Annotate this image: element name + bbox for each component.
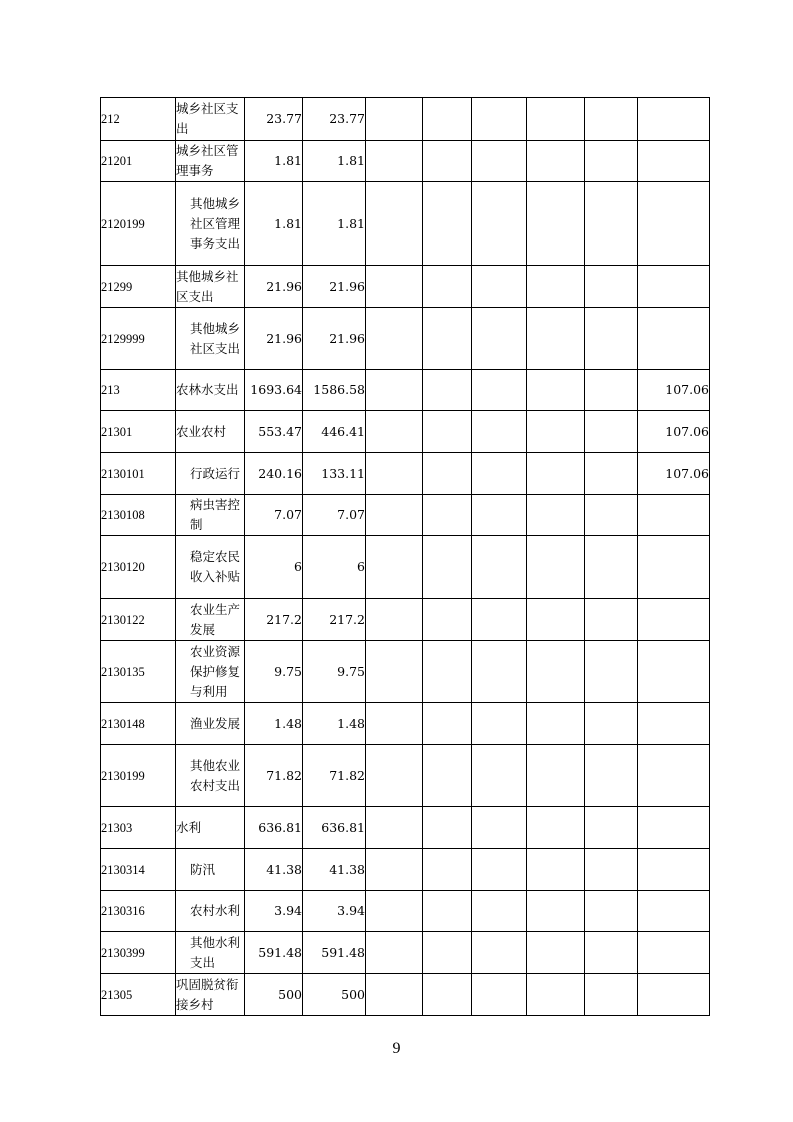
empty-cell xyxy=(527,599,585,641)
empty-cell xyxy=(423,182,472,266)
basic-amount: 41.38 xyxy=(303,849,366,891)
last-column-amount xyxy=(638,703,710,745)
total-amount: 636.81 xyxy=(245,807,303,849)
subject-name: 农业生产发展 xyxy=(176,599,245,641)
basic-amount: 23.77 xyxy=(303,98,366,141)
empty-cell xyxy=(527,536,585,599)
subject-code: 2130399 xyxy=(101,932,176,974)
table-row xyxy=(101,141,710,182)
subject-code: 2130101 xyxy=(101,453,176,495)
table-row xyxy=(101,370,710,411)
empty-cell xyxy=(585,807,638,849)
last-column-amount xyxy=(638,495,710,536)
basic-amount: 21.96 xyxy=(303,308,366,370)
subject-name: 农林水支出 xyxy=(176,370,245,411)
total-amount: 1693.64 xyxy=(245,370,303,411)
subject-code: 2130120 xyxy=(101,536,176,599)
empty-cell xyxy=(423,453,472,495)
total-amount: 9.75 xyxy=(245,641,303,703)
table-row xyxy=(101,453,710,495)
last-column-amount xyxy=(638,536,710,599)
basic-amount: 7.07 xyxy=(303,495,366,536)
empty-cell xyxy=(585,370,638,411)
last-column-amount: 107.06 xyxy=(638,411,710,453)
empty-cell xyxy=(366,849,423,891)
empty-cell xyxy=(472,98,527,141)
subject-name: 其他水利支出 xyxy=(176,932,245,974)
total-amount: 6 xyxy=(245,536,303,599)
subject-code: 212 xyxy=(101,98,176,141)
last-column-amount xyxy=(638,266,710,308)
subject-code: 21305 xyxy=(101,974,176,1016)
last-column-amount xyxy=(638,141,710,182)
subject-code: 2130316 xyxy=(101,891,176,932)
empty-cell xyxy=(585,141,638,182)
basic-amount: 217.2 xyxy=(303,599,366,641)
empty-cell xyxy=(366,495,423,536)
subject-code: 2130122 xyxy=(101,599,176,641)
empty-cell xyxy=(423,807,472,849)
empty-cell xyxy=(527,641,585,703)
empty-cell xyxy=(472,453,527,495)
empty-cell xyxy=(366,182,423,266)
subject-name: 其他城乡社区支出 xyxy=(176,308,245,370)
subject-name: 其他农业农村支出 xyxy=(176,745,245,807)
table-row xyxy=(101,266,710,308)
empty-cell xyxy=(472,849,527,891)
subject-name: 其他城乡社区管理事务支出 xyxy=(176,182,245,266)
empty-cell xyxy=(527,182,585,266)
basic-amount: 3.94 xyxy=(303,891,366,932)
subject-name: 城乡社区管理事务 xyxy=(176,141,245,182)
basic-amount: 1586.58 xyxy=(303,370,366,411)
total-amount: 591.48 xyxy=(245,932,303,974)
table-row xyxy=(101,745,710,807)
empty-cell xyxy=(472,411,527,453)
empty-cell xyxy=(585,182,638,266)
basic-amount: 1.48 xyxy=(303,703,366,745)
empty-cell xyxy=(527,453,585,495)
subject-name: 病虫害控制 xyxy=(176,495,245,536)
table-row xyxy=(101,599,710,641)
empty-cell xyxy=(423,308,472,370)
empty-cell xyxy=(472,495,527,536)
empty-cell xyxy=(472,370,527,411)
empty-cell xyxy=(472,536,527,599)
subject-name: 城乡社区支出 xyxy=(176,98,245,141)
last-column-amount xyxy=(638,98,710,141)
empty-cell xyxy=(423,891,472,932)
empty-cell xyxy=(423,641,472,703)
last-column-amount xyxy=(638,974,710,1016)
basic-amount: 133.11 xyxy=(303,453,366,495)
table-row xyxy=(101,308,710,370)
basic-amount: 6 xyxy=(303,536,366,599)
subject-name: 防汛 xyxy=(176,849,245,891)
empty-cell xyxy=(585,308,638,370)
last-column-amount: 107.06 xyxy=(638,370,710,411)
empty-cell xyxy=(366,411,423,453)
basic-amount: 500 xyxy=(303,974,366,1016)
empty-cell xyxy=(585,495,638,536)
empty-cell xyxy=(527,370,585,411)
empty-cell xyxy=(423,141,472,182)
empty-cell xyxy=(423,266,472,308)
table-row xyxy=(101,974,710,1016)
last-column-amount xyxy=(638,599,710,641)
subject-name: 农业资源保护修复与利用 xyxy=(176,641,245,703)
empty-cell xyxy=(423,745,472,807)
empty-cell xyxy=(585,98,638,141)
empty-cell xyxy=(423,98,472,141)
subject-code: 2130108 xyxy=(101,495,176,536)
empty-cell xyxy=(527,974,585,1016)
empty-cell xyxy=(585,974,638,1016)
subject-code: 2120199 xyxy=(101,182,176,266)
subject-name: 农业农村 xyxy=(176,411,245,453)
table-row xyxy=(101,807,710,849)
empty-cell xyxy=(472,308,527,370)
subject-name: 行政运行 xyxy=(176,453,245,495)
empty-cell xyxy=(527,703,585,745)
table-row xyxy=(101,849,710,891)
last-column-amount xyxy=(638,807,710,849)
empty-cell xyxy=(527,141,585,182)
empty-cell xyxy=(472,266,527,308)
empty-cell xyxy=(527,308,585,370)
total-amount: 1.81 xyxy=(245,141,303,182)
table-row xyxy=(101,495,710,536)
empty-cell xyxy=(423,536,472,599)
basic-amount: 591.48 xyxy=(303,932,366,974)
empty-cell xyxy=(527,745,585,807)
empty-cell xyxy=(472,141,527,182)
empty-cell xyxy=(585,536,638,599)
empty-cell xyxy=(472,891,527,932)
empty-cell xyxy=(423,932,472,974)
empty-cell xyxy=(366,703,423,745)
empty-cell xyxy=(527,891,585,932)
table-row xyxy=(101,536,710,599)
table-row xyxy=(101,182,710,266)
total-amount: 240.16 xyxy=(245,453,303,495)
empty-cell xyxy=(366,974,423,1016)
last-column-amount xyxy=(638,182,710,266)
empty-cell xyxy=(585,599,638,641)
basic-amount: 1.81 xyxy=(303,182,366,266)
last-column-amount xyxy=(638,932,710,974)
total-amount: 21.96 xyxy=(245,308,303,370)
last-column-amount xyxy=(638,308,710,370)
empty-cell xyxy=(366,807,423,849)
empty-cell xyxy=(585,932,638,974)
subject-code: 21303 xyxy=(101,807,176,849)
empty-cell xyxy=(585,891,638,932)
total-amount: 23.77 xyxy=(245,98,303,141)
empty-cell xyxy=(527,807,585,849)
empty-cell xyxy=(366,370,423,411)
subject-name: 农村水利 xyxy=(176,891,245,932)
empty-cell xyxy=(585,849,638,891)
empty-cell xyxy=(472,703,527,745)
subject-code: 2130199 xyxy=(101,745,176,807)
subject-code: 213 xyxy=(101,370,176,411)
empty-cell xyxy=(366,141,423,182)
budget-table xyxy=(100,97,710,1016)
empty-cell xyxy=(366,98,423,141)
last-column-amount xyxy=(638,849,710,891)
basic-amount: 636.81 xyxy=(303,807,366,849)
total-amount: 500 xyxy=(245,974,303,1016)
empty-cell xyxy=(472,599,527,641)
empty-cell xyxy=(366,891,423,932)
empty-cell xyxy=(527,266,585,308)
empty-cell xyxy=(527,932,585,974)
empty-cell xyxy=(585,411,638,453)
subject-code: 2130135 xyxy=(101,641,176,703)
subject-name: 其他城乡社区支出 xyxy=(176,266,245,308)
empty-cell xyxy=(472,932,527,974)
subject-code: 2130314 xyxy=(101,849,176,891)
empty-cell xyxy=(527,411,585,453)
last-column-amount xyxy=(638,641,710,703)
empty-cell xyxy=(423,703,472,745)
empty-cell xyxy=(423,599,472,641)
empty-cell xyxy=(423,370,472,411)
subject-name: 稳定农民收入补贴 xyxy=(176,536,245,599)
last-column-amount: 107.06 xyxy=(638,453,710,495)
empty-cell xyxy=(423,849,472,891)
table-row xyxy=(101,641,710,703)
subject-code: 21201 xyxy=(101,141,176,182)
table-row xyxy=(101,891,710,932)
total-amount: 1.81 xyxy=(245,182,303,266)
total-amount: 41.38 xyxy=(245,849,303,891)
total-amount: 71.82 xyxy=(245,745,303,807)
empty-cell xyxy=(527,495,585,536)
last-column-amount xyxy=(638,745,710,807)
empty-cell xyxy=(423,495,472,536)
basic-amount: 1.81 xyxy=(303,141,366,182)
empty-cell xyxy=(527,849,585,891)
empty-cell xyxy=(366,266,423,308)
last-column-amount xyxy=(638,891,710,932)
total-amount: 1.48 xyxy=(245,703,303,745)
empty-cell xyxy=(585,703,638,745)
empty-cell xyxy=(472,807,527,849)
total-amount: 21.96 xyxy=(245,266,303,308)
subject-name: 水利 xyxy=(176,807,245,849)
total-amount: 553.47 xyxy=(245,411,303,453)
total-amount: 7.07 xyxy=(245,495,303,536)
basic-amount: 71.82 xyxy=(303,745,366,807)
empty-cell xyxy=(585,745,638,807)
subject-code: 2129999 xyxy=(101,308,176,370)
empty-cell xyxy=(366,641,423,703)
empty-cell xyxy=(585,453,638,495)
table-row xyxy=(101,932,710,974)
empty-cell xyxy=(585,266,638,308)
empty-cell xyxy=(472,745,527,807)
empty-cell xyxy=(423,974,472,1016)
total-amount: 217.2 xyxy=(245,599,303,641)
basic-amount: 21.96 xyxy=(303,266,366,308)
empty-cell xyxy=(366,932,423,974)
subject-code: 2130148 xyxy=(101,703,176,745)
empty-cell xyxy=(366,308,423,370)
empty-cell xyxy=(366,453,423,495)
subject-code: 21299 xyxy=(101,266,176,308)
subject-name: 渔业发展 xyxy=(176,703,245,745)
subject-code: 21301 xyxy=(101,411,176,453)
empty-cell xyxy=(366,745,423,807)
page-number: 9 xyxy=(392,1040,401,1057)
table-row xyxy=(101,98,710,141)
basic-amount: 9.75 xyxy=(303,641,366,703)
subject-name: 巩固脱贫衔接乡村 xyxy=(176,974,245,1016)
empty-cell xyxy=(472,182,527,266)
table-row xyxy=(101,411,710,453)
empty-cell xyxy=(366,536,423,599)
empty-cell xyxy=(472,641,527,703)
empty-cell xyxy=(527,98,585,141)
empty-cell xyxy=(366,599,423,641)
empty-cell xyxy=(472,974,527,1016)
basic-amount: 446.41 xyxy=(303,411,366,453)
table-row xyxy=(101,703,710,745)
total-amount: 3.94 xyxy=(245,891,303,932)
empty-cell xyxy=(423,411,472,453)
empty-cell xyxy=(585,641,638,703)
